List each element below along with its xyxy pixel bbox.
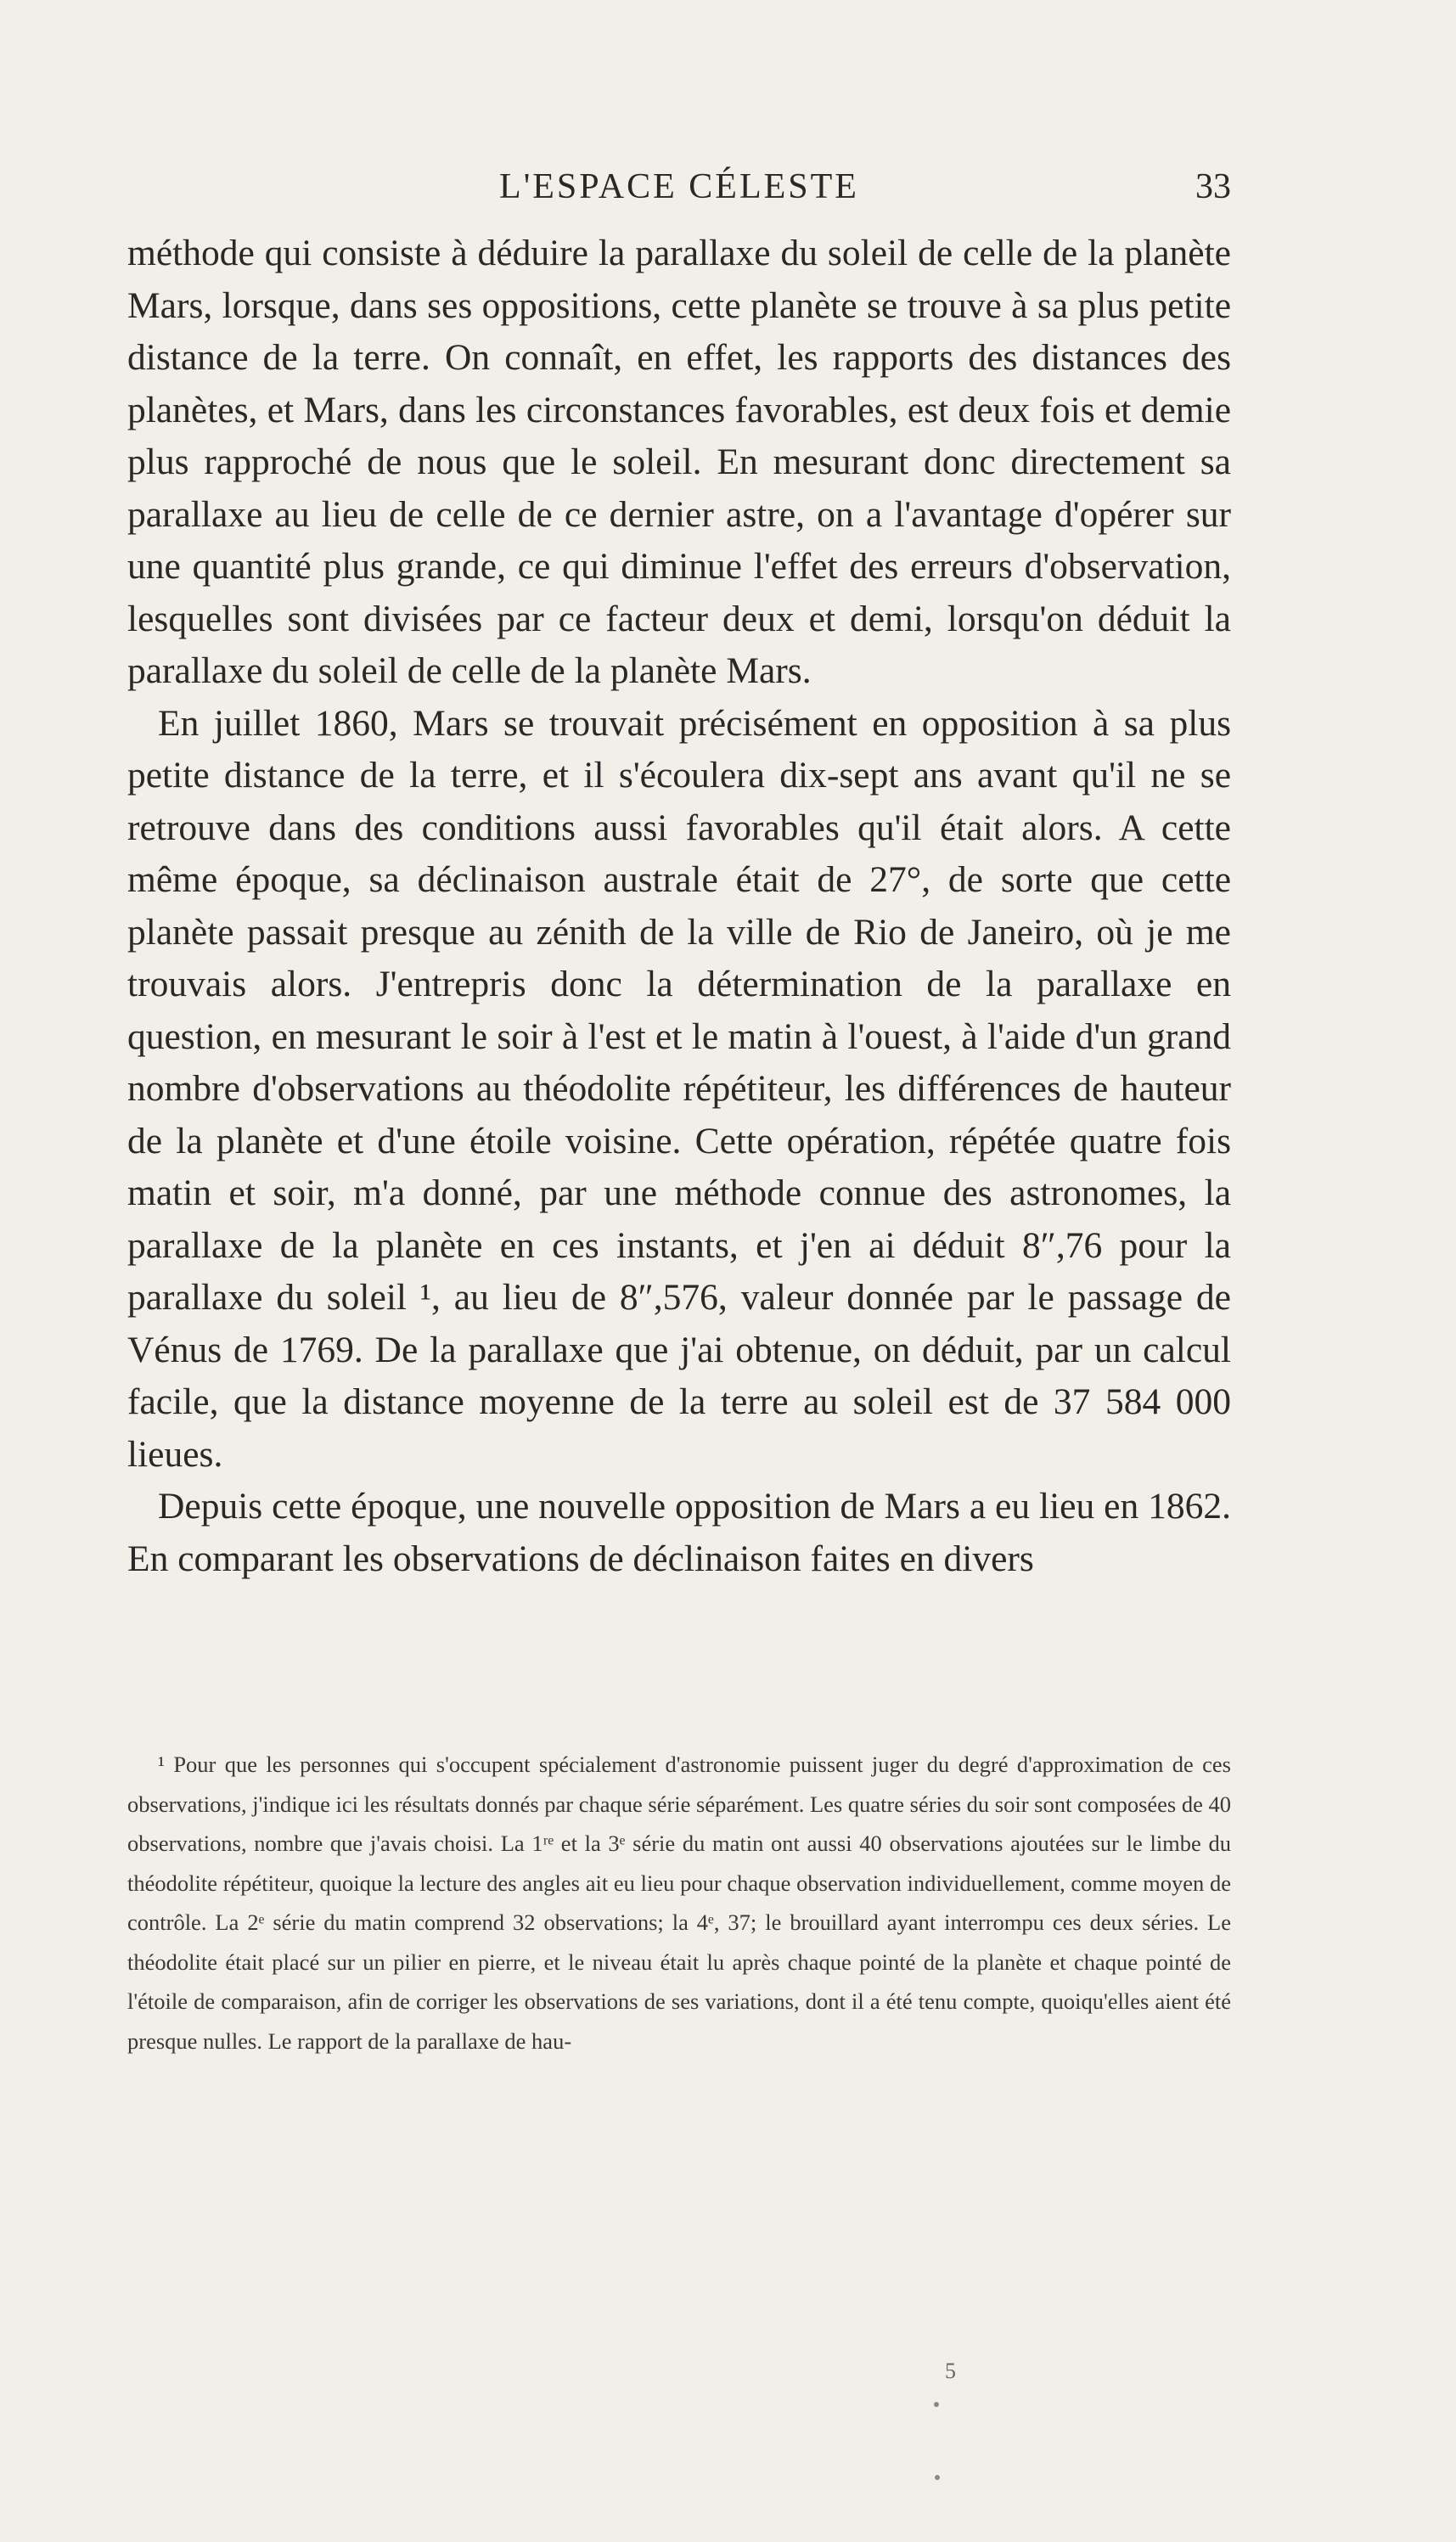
paragraph-2: En juillet 1860, Mars se trouvait précisément en opposition à sa plus petite distance de la terre, et il s'écoulera dix-sept ans avant qu'il ne se retrouve dans des conditions aussi favorables qu'il était alors. A cette même époque, sa déclinaison australe était de 27°, de sorte que cette planète passait presque au zénith de la ville de Rio de Janeiro, où je me trouvais alors. J'entrepris donc la détermination de la parallaxe en question, en mesurant le soir à l'est et le matin à l'ouest, à l'aide d'un grand nombre d'observations au théodolite répétiteur, les différences de hauteur de la planète et d'une étoile voisine. Cette opération, répétée quatre fois matin et soir, m'a donné, par une méthode connue des astronomes, la parallaxe de la planète en ces instants, et j'en ai déduit 8″,76 pour la parallaxe du soleil ¹, au lieu de 8″,576, valeur donnée par le passage de Vénus de 1769. De la parallaxe que j'ai obtenue, on déduit, par un calcul facile, que la distance moyenne de la terre au soleil est de 37 584 000 lieues. — [127, 702, 1231, 1475]
paper-fleck — [935, 2475, 940, 2480]
running-title: L'ESPACE CÉLESTE — [499, 167, 859, 206]
paragraph-3: Depuis cette époque, une nouvelle opposition de Mars a eu lieu en 1862. En comparant les observations de déclinaison faites en divers — [127, 1486, 1231, 1579]
body-text — [127, 228, 1231, 1585]
paper-fleck — [934, 2402, 939, 2407]
paragraph-1: méthode qui consiste à déduire la parallaxe du soleil de celle de la planète Mars, lorsque, dans ses oppositions, cette planète se trouve à sa plus petite distance de la terre. On connaît, en effet, les rapports des distances des planètes, et Mars, dans les circonstances favorables, est deux fois et demie plus rapproché de nous que le soleil. En mesurant donc directement sa parallaxe au lieu de celle de ce dernier astre, on a l'avantage d'opérer sur une quantité plus grande, ce qui diminue l'effet des erreurs d'observation, lesquelles sont divisées par ce facteur deux et demi, lorsqu'on déduit la parallaxe du soleil de celle de la planète Mars. — [127, 233, 1231, 691]
footnote-1: ¹ Pour que les personnes qui s'occupent spécialement d'astronomie puissent juger du degré d'approximation de ces observations, j'indique ici les résultats donnés par chaque série séparément. Les quatre séries du soir sont composées de 40 observations, nombre que j'avais choisi. La 1ʳᵉ et la 3ᵉ série du matin ont aussi 40 observations ajoutées sur le limbe du théodolite répétiteur, quoique la lecture des angles ait eu lieu pour chaque observation individuellement, comme moyen de contrôle. La 2ᵉ série du matin comprend 32 observations; la 4ᵉ, 37; le brouillard ayant interrompu ces deux séries. Le théodolite était placé sur un pilier en pierre, et le niveau était lu après chaque pointé de la planète et chaque pointé de l'étoile de comparaison, afin de corriger les observations de ses variations, dont il a été tenu compte, quoiqu'elles aient été presque nulles. Le rapport de la parallaxe de hau- — [127, 1752, 1231, 2054]
page-header — [127, 166, 1231, 217]
page-number: 33 — [1195, 167, 1231, 206]
signature-mark: 5 — [945, 2359, 956, 2383]
footnotes — [127, 1745, 1231, 2061]
